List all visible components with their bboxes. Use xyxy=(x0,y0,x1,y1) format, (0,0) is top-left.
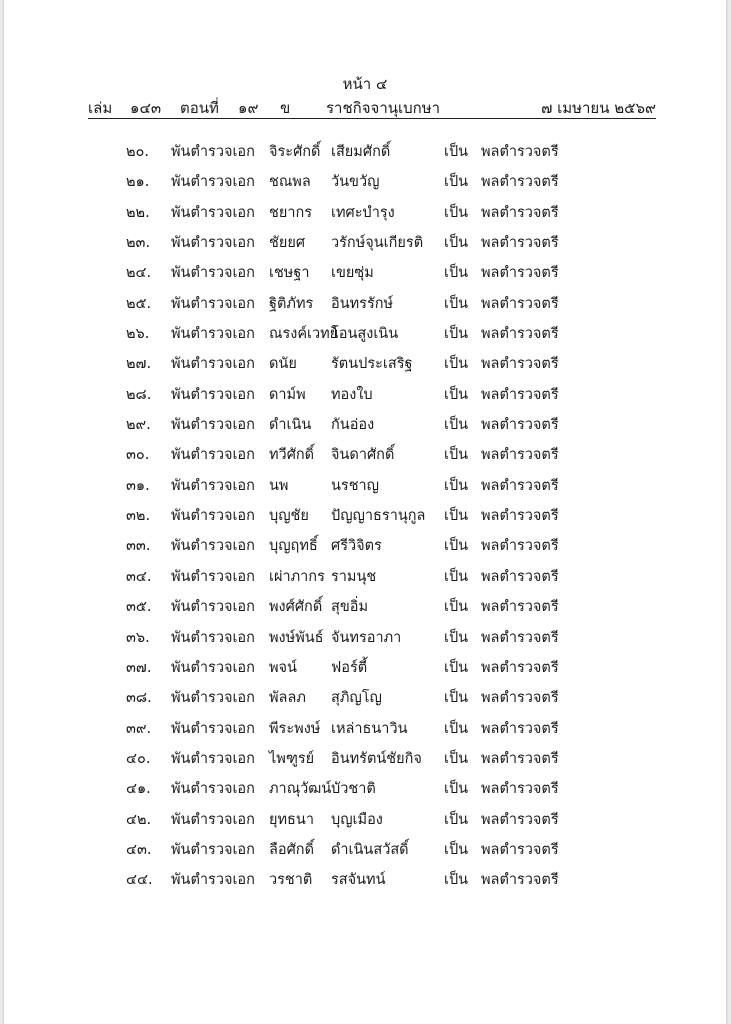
last-name: ทองใบ xyxy=(331,386,373,403)
first-name: จิระศักดิ์ xyxy=(269,144,321,160)
first-name: ดาม์พ xyxy=(269,386,306,403)
list-item xyxy=(4,201,726,231)
last-name: กันอ่อง xyxy=(331,417,375,434)
last-name: นรชาญ xyxy=(331,477,380,494)
last-name: อินทรัตน์ชัยกิจ xyxy=(331,750,422,767)
current-rank: พันตำรวจเอก xyxy=(171,235,255,252)
entry-number: ๓๖. xyxy=(126,629,150,646)
promotion-word: เป็น xyxy=(444,144,469,160)
last-name: ฟอร์ตี้ xyxy=(331,659,368,676)
list-item xyxy=(4,504,726,534)
first-name: เชษฐา xyxy=(269,265,310,282)
first-name: ฐิติภัทร xyxy=(269,295,314,312)
promotion-word: เป็น xyxy=(444,235,469,252)
new-rank: พลตำรวจตรี xyxy=(481,144,559,160)
promotion-word: เป็น xyxy=(444,417,469,434)
list-item xyxy=(4,443,726,473)
promotion-word: เป็น xyxy=(444,447,469,464)
new-rank: พลตำรวจตรี xyxy=(481,356,559,373)
current-rank: พันตำรวจเอก xyxy=(171,295,255,312)
new-rank: พลตำรวจตรี xyxy=(481,174,559,191)
last-name: เหล่าธนาวิน xyxy=(331,720,408,737)
new-rank: พลตำรวจตรี xyxy=(481,538,559,555)
entry-number: ๒๓. xyxy=(126,235,151,252)
current-rank: พันตำรวจเอก xyxy=(171,811,255,828)
last-name: รสจันทน์ xyxy=(331,872,386,889)
entry-number: ๒๖. xyxy=(126,326,150,343)
new-rank: พลตำรวจตรี xyxy=(481,326,559,343)
entry-number: ๓๙. xyxy=(126,720,152,737)
current-rank: พันตำรวจเอก xyxy=(171,750,255,767)
current-rank: พันตำรวจเอก xyxy=(171,144,255,160)
entry-number: ๔๓. xyxy=(126,841,152,858)
entry-number: ๒๔. xyxy=(126,265,152,282)
current-rank: พันตำรวจเอก xyxy=(171,538,255,555)
entry-number: ๓๗. xyxy=(126,659,152,676)
first-name: ไพฑูรย์ xyxy=(269,750,315,767)
last-name: รัตนประเสริฐ xyxy=(331,356,413,373)
current-rank: พันตำรวจเอก xyxy=(171,872,255,889)
list-item xyxy=(4,383,726,413)
promotion-word: เป็น xyxy=(444,750,469,767)
current-rank: พันตำรวจเอก xyxy=(171,447,255,464)
section-letter: ข xyxy=(280,99,291,117)
list-item xyxy=(4,413,726,443)
last-name: สุขอิ่ม xyxy=(331,599,369,616)
entry-number: ๒๐. xyxy=(126,144,150,160)
list-item xyxy=(4,717,726,747)
last-name: วันขวัญ xyxy=(331,174,380,191)
first-name: เผ่าภากร xyxy=(269,568,325,585)
new-rank: พลตำรวจตรี xyxy=(481,386,559,403)
current-rank: พันตำรวจเอก xyxy=(171,477,255,494)
list-item xyxy=(4,656,726,686)
first-name: พจน์ xyxy=(269,659,297,676)
new-rank: พลตำรวจตรี xyxy=(481,781,559,798)
first-name: ชยากร xyxy=(269,204,313,221)
entry-number: ๒๒. xyxy=(126,204,150,221)
first-name: ณรงค์เวทย์ xyxy=(269,326,339,343)
list-item xyxy=(4,565,726,595)
entry-number: ๒๙. xyxy=(126,417,151,434)
promotion-word: เป็น xyxy=(444,386,469,403)
last-name: จินดาศักดิ์ xyxy=(331,447,395,464)
new-rank: พลตำรวจตรี xyxy=(481,690,559,707)
entry-number: ๒๗. xyxy=(126,356,152,373)
first-name: ยุทธนา xyxy=(269,811,314,828)
last-name: ดำเนินสวัสดิ์ xyxy=(331,841,409,858)
list-item xyxy=(4,231,726,261)
promotion-word: เป็น xyxy=(444,538,469,555)
last-name: รามนุช xyxy=(331,568,377,585)
entry-number: ๓๓. xyxy=(126,538,151,555)
current-rank: พันตำรวจเอก xyxy=(171,356,255,373)
first-name: ทวีศักดิ์ xyxy=(269,447,315,464)
document-page xyxy=(4,0,726,1024)
list-item xyxy=(4,292,726,322)
list-item xyxy=(4,352,726,382)
list-item xyxy=(4,626,726,656)
promotion-word: เป็น xyxy=(444,174,469,191)
gazette-header xyxy=(88,96,656,116)
first-name: พงศ์ศักดิ์ xyxy=(269,599,323,616)
promotion-word: เป็น xyxy=(444,690,469,707)
first-name: บุญชัย xyxy=(269,508,309,525)
promotion-word: เป็น xyxy=(444,477,469,494)
list-item xyxy=(4,686,726,716)
entry-number: ๔๔. xyxy=(126,872,153,889)
new-rank: พลตำรวจตรี xyxy=(481,599,559,616)
new-rank: พลตำรวจตรี xyxy=(481,235,559,252)
current-rank: พันตำรวจเอก xyxy=(171,326,255,343)
list-item xyxy=(4,474,726,504)
promotion-word: เป็น xyxy=(444,872,469,889)
first-name: ชัยยศ xyxy=(269,235,306,252)
list-item xyxy=(4,595,726,625)
first-name: ภาณุวัฒน์ xyxy=(269,781,332,798)
promotion-word: เป็น xyxy=(444,781,469,798)
page-number: หน้า ๔ xyxy=(342,75,388,93)
last-name: เสียมศักดิ์ xyxy=(331,144,391,160)
new-rank: พลตำรวจตรี xyxy=(481,417,559,434)
first-name: นพ xyxy=(269,477,289,494)
first-name: บุญฤทธิ์ xyxy=(269,538,318,555)
last-name: บัวชาติ xyxy=(331,781,376,798)
promotion-word: เป็น xyxy=(444,295,469,312)
volume-label: เล่ม xyxy=(88,99,113,117)
current-rank: พันตำรวจเอก xyxy=(171,204,255,221)
promotion-word: เป็น xyxy=(444,629,469,646)
last-name: จันทรอาภา xyxy=(331,629,402,646)
last-name: ปัญญาธรานุกูล xyxy=(331,508,426,525)
first-name: ลือศักดิ์ xyxy=(269,841,314,858)
entry-number: ๒๑. xyxy=(126,174,150,191)
entry-number: ๒๘. xyxy=(126,386,152,403)
list-item xyxy=(4,838,726,868)
issue-label: ตอนที่ xyxy=(180,99,219,117)
entry-number: ๔๐. xyxy=(126,750,151,767)
current-rank: พันตำรวจเอก xyxy=(171,265,255,282)
promotion-word: เป็น xyxy=(444,326,469,343)
list-item xyxy=(4,868,726,898)
last-name: ศรีวิจิตร xyxy=(331,538,382,555)
list-item xyxy=(4,747,726,777)
current-rank: พันตำรวจเอก xyxy=(171,417,255,434)
new-rank: พลตำรวจตรี xyxy=(481,568,559,585)
list-item xyxy=(4,322,726,352)
new-rank: พลตำรวจตรี xyxy=(481,720,559,737)
promotion-list xyxy=(4,140,726,899)
promotion-word: เป็น xyxy=(444,720,469,737)
entry-number: ๓๒. xyxy=(126,508,151,525)
header-rule xyxy=(88,118,656,119)
last-name: เทศะบำรุง xyxy=(331,204,395,221)
last-name: บุญเมือง xyxy=(331,811,383,828)
new-rank: พลตำรวจตรี xyxy=(481,659,559,676)
new-rank: พลตำรวจตรี xyxy=(481,477,559,494)
entry-number: ๓๘. xyxy=(126,690,152,707)
current-rank: พันตำรวจเอก xyxy=(171,386,255,403)
new-rank: พลตำรวจตรี xyxy=(481,295,559,312)
promotion-word: เป็น xyxy=(444,841,469,858)
promotion-word: เป็น xyxy=(444,356,469,373)
entry-number: ๔๒. xyxy=(126,811,152,828)
new-rank: พลตำรวจตรี xyxy=(481,447,559,464)
list-item xyxy=(4,140,726,170)
current-rank: พันตำรวจเอก xyxy=(171,508,255,525)
first-name: วรชาติ xyxy=(269,872,313,889)
first-name: ชณพล xyxy=(269,174,311,191)
new-rank: พลตำรวจตรี xyxy=(481,265,559,282)
list-item xyxy=(4,170,726,200)
promotion-word: เป็น xyxy=(444,204,469,221)
issue-number: ๑๙ xyxy=(238,99,259,117)
list-item xyxy=(4,534,726,564)
current-rank: พันตำรวจเอก xyxy=(171,568,255,585)
new-rank: พลตำรวจตรี xyxy=(481,841,559,858)
list-item xyxy=(4,808,726,838)
current-rank: พันตำรวจเอก xyxy=(171,781,255,798)
new-rank: พลตำรวจตรี xyxy=(481,508,559,525)
list-item xyxy=(4,261,726,291)
current-rank: พันตำรวจเอก xyxy=(171,690,255,707)
first-name: ดำเนิน xyxy=(269,417,312,434)
entry-number: ๔๑. xyxy=(126,781,151,798)
current-rank: พันตำรวจเอก xyxy=(171,720,255,737)
new-rank: พลตำรวจตรี xyxy=(481,750,559,767)
entry-number: ๒๕. xyxy=(126,295,152,312)
volume-number: ๑๔๓ xyxy=(130,99,162,117)
last-name: โอนสูงเนิน xyxy=(331,326,399,343)
journal-title: ราชกิจจานุเบกษา xyxy=(326,99,441,117)
first-name: พงษ์พันธ์ xyxy=(269,629,324,646)
last-name: วรักษ์จุนเกียรติ xyxy=(331,235,424,252)
first-name: พีระพงษ์ xyxy=(269,720,321,737)
promotion-word: เป็น xyxy=(444,599,469,616)
new-rank: พลตำรวจตรี xyxy=(481,872,559,889)
last-name: อินทรรักษ์ xyxy=(331,295,394,312)
current-rank: พันตำรวจเอก xyxy=(171,599,255,616)
current-rank: พันตำรวจเอก xyxy=(171,629,255,646)
first-name: พัลลภ xyxy=(269,690,306,707)
new-rank: พลตำรวจตรี xyxy=(481,811,559,828)
promotion-word: เป็น xyxy=(444,659,469,676)
promotion-word: เป็น xyxy=(444,811,469,828)
promotion-word: เป็น xyxy=(444,508,469,525)
current-rank: พันตำรวจเอก xyxy=(171,841,255,858)
last-name: สุภิญโญ xyxy=(331,690,382,707)
first-name: ดนัย xyxy=(269,356,297,373)
entry-number: ๓๐. xyxy=(126,447,150,464)
publication-date: ๗ เมษายน ๒๕๖๙ xyxy=(541,99,656,117)
new-rank: พลตำรวจตรี xyxy=(481,204,559,221)
promotion-word: เป็น xyxy=(444,265,469,282)
current-rank: พันตำรวจเอก xyxy=(171,659,255,676)
entry-number: ๓๔. xyxy=(126,568,152,585)
entry-number: ๓๑. xyxy=(126,477,150,494)
list-item xyxy=(4,777,726,807)
promotion-word: เป็น xyxy=(444,568,469,585)
new-rank: พลตำรวจตรี xyxy=(481,629,559,646)
entry-number: ๓๕. xyxy=(126,599,152,616)
current-rank: พันตำรวจเอก xyxy=(171,174,255,191)
last-name: เขยซุ่ม xyxy=(331,265,374,282)
